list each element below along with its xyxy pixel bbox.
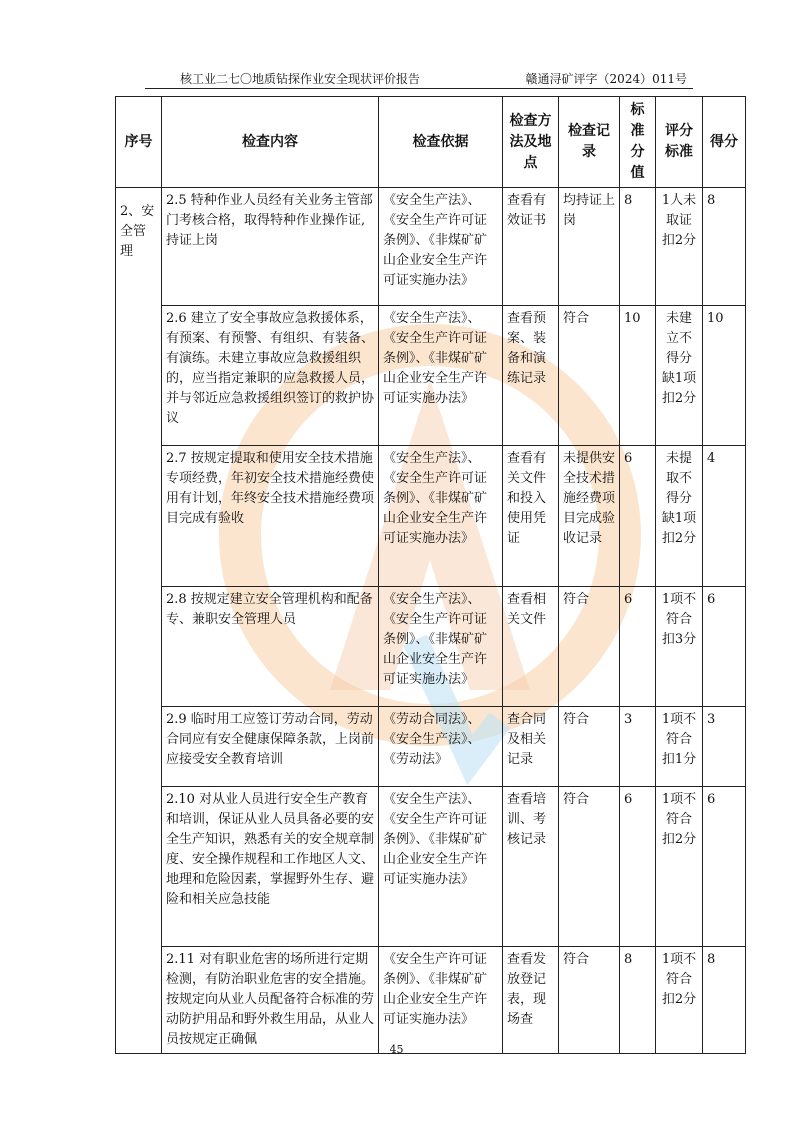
row-basis: 《安全生产法》、《安全生产许可证条例》、《非煤矿矿山企业安全生产许可证实施办法》 [379,587,503,707]
row-std-score: 3 [620,707,656,787]
table-header-row [116,97,746,188]
row-std-score: 8 [620,947,656,1054]
row-basis: 《安全生产许可证条例》、《非煤矿矿山企业安全生产许可证实施办法》 [379,947,503,1054]
row-rule: 1人未取证扣2分 [656,188,703,306]
row-rule: 1项不符合扣2分 [656,947,703,1054]
row-basis: 《安全生产法》、《安全生产许可证条例》、《非煤矿矿山企业安全生产许可证实施办法》 [379,787,503,947]
col-header-method: 检查方法及地点 [503,97,559,188]
page-header [145,70,693,89]
row-method: 查看有关文件和投入使用凭证 [503,446,559,587]
col-header-rule: 评分标准 [656,97,703,188]
row-std-score: 8 [620,188,656,306]
row-score: 4 [703,446,746,587]
row-basis: 《安全生产法》、《安全生产许可证条例》、《非煤矿矿山企业安全生产许可证实施办法》 [379,188,503,306]
page-number: 45 [389,1043,404,1056]
col-header-content: 检查内容 [162,97,379,188]
row-basis: 《安全生产法》、《安全生产许可证条例》、《非煤矿矿山企业安全生产许可证实施办法》 [379,306,503,446]
row-std-score: 6 [620,446,656,587]
row-content: 2.5 特种作业人员经有关业务主管部门考核合格，取得特种作业操作证,持证上岗 [162,188,379,306]
row-record: 未提供安全技术措施经费项目完成验收记录 [559,446,620,587]
col-header-basis: 检查依据 [379,97,503,188]
row-method: 查看相关文件 [503,587,559,707]
row-method: 查看培训、考核记录 [503,787,559,947]
table-row [116,306,746,446]
row-record: 符合 [559,587,620,707]
row-content: 2.6 建立了安全事故应急救援体系，有预案、有预警、有组织、有装备、有演练。未建立事故应急救援组织的，应当指定兼职的应急救援人员，并与邻近应急救援组织签订的救护协议 [162,306,379,446]
row-record: 均持证上岗 [559,188,620,306]
row-std-score: 6 [620,787,656,947]
row-record: 符合 [559,707,620,787]
table-row [116,707,746,787]
row-method: 查合同及相关记录 [503,707,559,787]
document-number: 赣通浔矿评字（2024）011号 [525,72,687,86]
row-std-score: 6 [620,587,656,707]
row-basis: 《安全生产法》、《安全生产许可证条例》、《非煤矿矿山企业安全生产许可证实施办法》 [379,446,503,587]
table-row [116,587,746,707]
row-record: 符合 [559,787,620,947]
row-content: 2.9 临时用工应签订劳动合同，劳动合同应有安全健康保障条款，上岗前应接受安全教育培训 [162,707,379,787]
report-title: 核工业二七〇地质钻探作业安全现状评价报告 [180,72,421,86]
row-score: 6 [703,587,746,707]
row-method: 查看有效证书 [503,188,559,306]
row-score: 8 [703,188,746,306]
row-rule: 1项不符合扣1分 [656,707,703,787]
col-header-std: 标准分值 [620,97,656,188]
row-basis: 《劳动合同法》、《安全生产法》、《劳动法》 [379,707,503,787]
row-content: 2.11 对有职业危害的场所进行定期检测，有防治职业危害的安全措施。按规定向从业人员配备符合标准的劳动防护用品和野外救生用品，从业人员按规定正确佩 [162,947,379,1054]
row-record: 符合 [559,947,620,1054]
row-score: 8 [703,947,746,1054]
row-rule: 未提取不得分缺1项扣2分 [656,446,703,587]
inspection-table [115,96,746,1054]
col-header-score: 得分 [703,97,746,188]
row-record: 符合 [559,306,620,446]
row-rule: 未建立不得分缺1项扣2分 [656,306,703,446]
row-score: 6 [703,787,746,947]
table-row [116,446,746,587]
row-std-score: 10 [620,306,656,446]
section-label: 2、安全管理 [116,188,162,1054]
row-method: 查看预案、装备和演练记录 [503,306,559,446]
row-rule: 1项不符合扣2分 [656,787,703,947]
table-row [116,188,746,306]
row-score: 3 [703,707,746,787]
row-content: 2.8 按规定建立安全管理机构和配备专、兼职安全管理人员 [162,587,379,707]
row-rule: 1项不符合扣3分 [656,587,703,707]
table-row [116,787,746,947]
row-content: 2.10 对从业人员进行安全生产教育和培训，保证从业人员具备必要的安全生产知识，熟悉有关的安全规章制度、安全操作规程和工作地区人文、地理和危险因素，掌握野外生存、避险和相关应急技能 [162,787,379,947]
col-header-record: 检查记录 [559,97,620,188]
table-row [116,947,746,1054]
row-method: 查看发放登记表，现场查 [503,947,559,1054]
col-header-seq: 序号 [116,97,162,188]
row-content: 2.7 按规定提取和使用安全技术措施专项经费，年初安全技术措施经费使用有计划，年终安全技术措施经费项目完成有验收 [162,446,379,587]
row-score: 10 [703,306,746,446]
